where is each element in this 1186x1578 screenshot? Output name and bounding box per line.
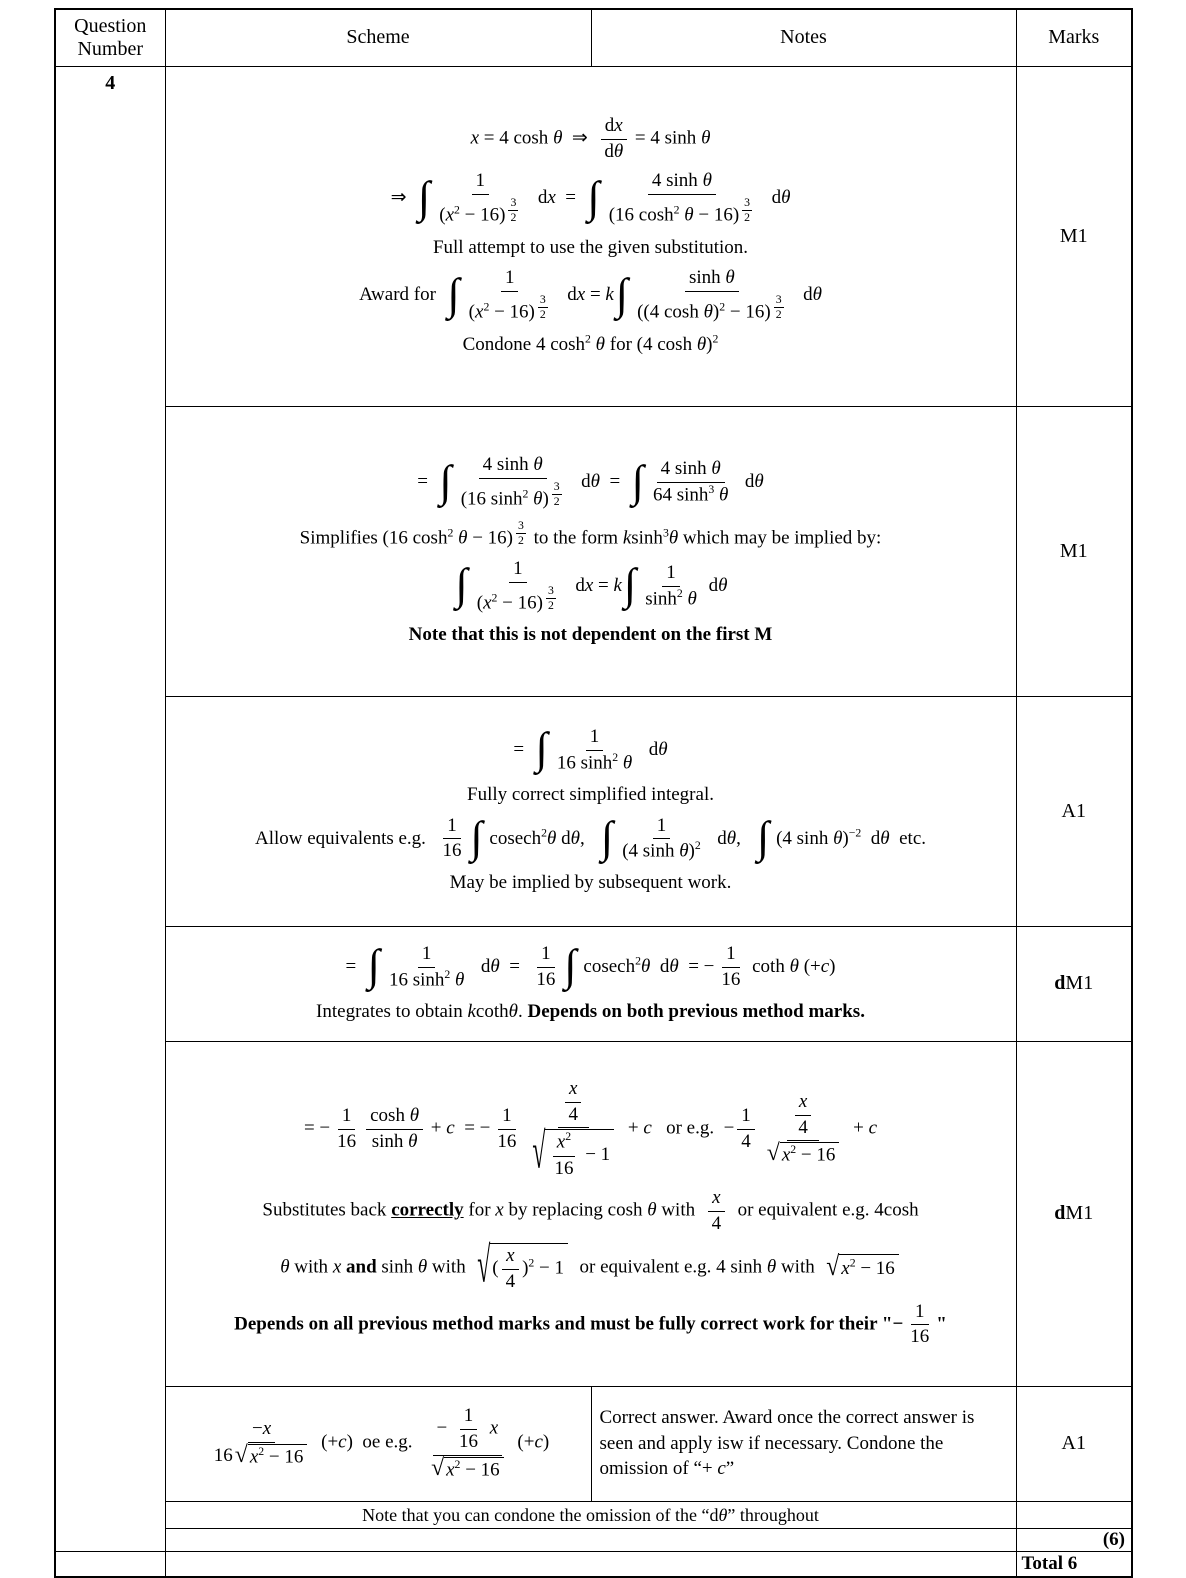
fraction: $\frac{1}{16}$ bbox=[497, 1104, 517, 1152]
fraction: $\frac{1}{\sinh^2 \theta}$ bbox=[645, 562, 697, 610]
math-line: −x 16 √ $x^2 - 16$ (+c) oe e.g. − $\frac{1}{16}$ x √ $x^2 - 16$ (+c) bbox=[176, 1405, 581, 1482]
fraction: 1 $(x^2 - 16)$ $^{\frac{3}{2}}$ bbox=[476, 557, 554, 614]
math-line: = − $\frac{1}{16}$ $\frac{\text{cosh θ}}{\text{sinh θ}}$ + c = − $\frac{1}{16}$ $\frac{x}{4}$ √ $\frac{x^2}{16}$ − 1 + c or e.g. − $\frac{1}{4}$ $\frac{x}{4}$ √ $x^2 - 16$ + c bbox=[303, 1077, 878, 1181]
block-row-substitution bbox=[55, 66, 1132, 406]
total-row bbox=[55, 1551, 1132, 1577]
fraction: 1 $(x^2 - 16)$ $^{\frac{3}{2}}$ bbox=[468, 267, 546, 323]
square-root: √ $x^2 - 16$ bbox=[431, 1457, 504, 1482]
fraction: 3 2 bbox=[775, 293, 782, 322]
scheme-block-simplify bbox=[165, 406, 1016, 696]
fraction: $\frac{x}{4}$ bbox=[565, 1078, 583, 1127]
header-question-number: Question Number bbox=[55, 9, 165, 66]
scheme-block-substitution bbox=[165, 66, 1016, 406]
math-line: Depends on all previous method marks and must be fully correct work for their "− $\frac{1}{16}$ " bbox=[234, 1300, 947, 1348]
subtotal-spacer-cell bbox=[165, 1528, 1016, 1551]
math-line: Condone 4 $\cosh^2 \theta$ for (4 cosh θ)$^2$ bbox=[462, 332, 719, 355]
fraction: $\frac{1}{4}$ bbox=[737, 1105, 755, 1154]
fraction: sinh θ ((4 cosh θ)$^2$ − 16) $^{\frac{3}{2}}$ bbox=[637, 267, 782, 323]
fraction: 1 $(x^2 - 16)$ $^{\frac{3}{2}}$ bbox=[439, 170, 517, 226]
integral-sign: ∫ bbox=[631, 455, 644, 506]
square-root: √ $x^2 - 16$ bbox=[826, 1254, 899, 1282]
fraction: $\frac{\text{cosh θ}}{\text{sinh θ}}$ bbox=[366, 1105, 423, 1154]
fraction: 3 2 bbox=[510, 196, 517, 225]
header-scheme: Scheme bbox=[165, 9, 591, 66]
fraction: $\frac{1}{16}$ bbox=[442, 814, 462, 862]
marks-cell-integrate: dM1 bbox=[1016, 926, 1132, 1041]
fraction bbox=[526, 1078, 620, 1181]
square-root: √ $x^2 - 16$ bbox=[235, 1444, 308, 1469]
math-line: = ∫ $\frac{1}{16 \sinh^2 \theta}$ dθ = $\frac{1}{16}$ ∫ cosech$^2$θ dθ = − $\frac{1}{16}$ coth θ (+c) bbox=[345, 940, 836, 991]
math-line: Fully correct simplified integral. bbox=[467, 783, 714, 805]
math-line: Substitutes back correctly for x by replacing cosh θ with $\frac{x}{4}$ or equivalent e.g. 4cosh bbox=[262, 1187, 919, 1235]
answer-notes-cell bbox=[591, 1386, 1016, 1501]
math-line: Allow equivalents e.g. $\frac{1}{16}$ ∫ cosech$^2$θ dθ, ∫ $\frac{1}{(4 \sinh \theta)^2}$ dθ, ∫ (4 sinh θ)$^{-2}$ dθ etc. bbox=[254, 811, 927, 862]
math-line: Correct answer. Award once the correct answer is seen and apply isw if necessary. Condone the omission of “+ c” bbox=[599, 1407, 980, 1480]
answer-row bbox=[55, 1386, 1132, 1501]
fraction: 4 sinh θ (16 $\sinh^2 \theta$) $^{\frac{3}{2}}$ bbox=[460, 454, 560, 510]
fraction: $\frac{1}{16}$ bbox=[459, 1405, 478, 1452]
total-spacer-cell bbox=[165, 1551, 1016, 1577]
fraction: $\frac{1}{(4 \sinh \theta)^2}$ bbox=[622, 814, 701, 862]
fraction: $\frac{1}{16 \sinh^2 \theta}$ bbox=[388, 942, 465, 990]
math-line: Simplifies (16 $\cosh^2 \theta - 16$) $^{\frac{3}{2}}$ to the form ksinh$^3$θ which may be implied by: bbox=[299, 518, 882, 549]
square-root: √ ( $\frac{x}{4}$ )$^2$ − 1 bbox=[477, 1243, 568, 1294]
integral-sign: ∫ bbox=[564, 940, 577, 991]
answer-marks-cell: A1 bbox=[1016, 1386, 1132, 1501]
integral-sign: ∫ bbox=[439, 455, 452, 506]
question-number-cell bbox=[55, 66, 165, 1551]
math-line: = ∫ 4 sinh θ (16 $\sinh^2 \theta$) $^{\frac{3}{2}}$ dθ = ∫ $\frac{\text{4 sinh θ}}{64 \sinh^3 \theta}$ dθ bbox=[417, 454, 764, 510]
integral-sign: ∫ bbox=[447, 268, 460, 319]
math-line: Full attempt to use the given substitution. bbox=[432, 236, 749, 258]
integral-sign: ∫ bbox=[623, 559, 637, 610]
integral-sign: ∫ bbox=[470, 811, 483, 862]
mark-scheme-table bbox=[54, 8, 1133, 1578]
scheme-block-integrate bbox=[165, 926, 1016, 1041]
header-notes: Notes bbox=[591, 9, 1016, 66]
question-column-bottom-cell bbox=[55, 1551, 165, 1577]
fraction: $\frac{1}{16}$ bbox=[721, 942, 741, 990]
header-row bbox=[55, 9, 1132, 66]
integral-sign: ∫ bbox=[615, 268, 629, 319]
integral-sign: ∫ bbox=[600, 811, 614, 862]
math-line: Integrates to obtain kcothθ. Depends on both previous method marks. bbox=[316, 1000, 865, 1022]
condone-note-row bbox=[55, 1501, 1132, 1528]
block-row-simplified-integral bbox=[55, 696, 1132, 926]
integral-sign: ∫ bbox=[367, 940, 380, 991]
fraction: 4 sinh θ (16 $\cosh^2 \theta - 16$) $^{\frac{3}{2}}$ bbox=[608, 170, 751, 226]
fraction: $\frac{x}{4}$ bbox=[708, 1187, 726, 1236]
math-line: May be implied by subsequent work. bbox=[449, 872, 732, 894]
marks-cell-simplified-integral: A1 bbox=[1016, 696, 1132, 926]
fraction: $\frac{1}{16}$ bbox=[536, 942, 556, 990]
integral-sign: ∫ bbox=[418, 171, 431, 222]
fraction: 3 2 bbox=[553, 480, 560, 509]
marks-cell-substitute-back: dM1 bbox=[1016, 1041, 1132, 1386]
fraction: $\frac{1}{16 \sinh^2 \theta}$ bbox=[556, 725, 633, 774]
block-row-simplify bbox=[55, 406, 1132, 696]
fraction: $\frac{x^2}{16}$ bbox=[554, 1130, 574, 1179]
math-line: Note that you can condone the omission of the “dθ” throughout bbox=[362, 1504, 819, 1525]
fraction bbox=[761, 1091, 846, 1168]
block-row-substitute-back bbox=[55, 1041, 1132, 1386]
marks-cell-simplify: M1 bbox=[1016, 406, 1132, 696]
integral-sign: ∫ bbox=[455, 559, 468, 610]
fraction: $\frac{\text{4 sinh θ}}{64 \sinh^3 \theta}$ bbox=[652, 458, 729, 506]
square-root: √ $x^2 - 16$ bbox=[767, 1142, 840, 1167]
math-line: Award for ∫ 1 $(x^2 - 16)$ $^{\frac{3}{2}}$ dx = k∫ sinh θ ((4 cosh θ)$^2$ − 16) $^{\frac{3}{2}}$ dθ bbox=[359, 267, 822, 323]
fraction: − $\frac{1}{16}$ x √ $x^2 - 16$ bbox=[425, 1405, 510, 1482]
math-line: Note that this is not dependent on the first M bbox=[408, 624, 773, 646]
question-number: 4 bbox=[105, 71, 116, 94]
math-line: θ with x and sinh θ with √ ( $\frac{x}{4}$ )$^2$ − 1 or equivalent e.g. 4 sinh θ with √ $x^2 - 16$ bbox=[176, 1243, 1006, 1294]
math-line: = ∫ $\frac{1}{16 \sinh^2 \theta}$ dθ bbox=[513, 723, 668, 774]
header-marks: Marks bbox=[1016, 9, 1132, 66]
condone-note-marks-cell bbox=[1016, 1501, 1132, 1528]
math-line: ⇒ ∫ 1 $(x^2 - 16)$ $^{\frac{3}{2}}$ dx = ∫ 4 sinh θ (16 $\cosh^2 \theta - 16$) $^{\frac{3}{2}}$ dθ bbox=[390, 170, 791, 226]
fraction: $\frac{dx}{d\theta}$ bbox=[600, 115, 627, 164]
answer-scheme-cell bbox=[165, 1386, 591, 1501]
integral-sign: ∫ bbox=[535, 723, 548, 774]
total-marks-cell: Total 6 bbox=[1016, 1551, 1132, 1577]
fraction: 3 2 bbox=[744, 196, 751, 225]
fraction: $\frac{1}{16}$ bbox=[910, 1300, 930, 1348]
fraction: 3 2 bbox=[539, 293, 546, 322]
fraction: $\frac{1}{16}$ bbox=[337, 1104, 357, 1152]
integral-sign: ∫ bbox=[757, 811, 770, 862]
math-line: ∫ 1 $(x^2 - 16)$ $^{\frac{3}{2}}$ dx = k∫ $\frac{1}{\sinh^2 \theta}$ dθ bbox=[455, 557, 728, 614]
fraction: 3 2 bbox=[547, 583, 554, 612]
scheme-block-simplified-integral bbox=[165, 696, 1016, 926]
block-row-integrate bbox=[55, 926, 1132, 1041]
square-root: √ $\frac{x^2}{16}$ − 1 bbox=[532, 1129, 614, 1180]
fraction: −x 16 √ $x^2 - 16$ bbox=[210, 1418, 314, 1469]
subtotal-row bbox=[55, 1528, 1132, 1551]
fraction: $\frac{x}{4}$ bbox=[794, 1091, 812, 1140]
condone-note-cell bbox=[165, 1501, 1016, 1528]
fraction: 3 2 bbox=[517, 518, 524, 547]
math-line: x = 4 cosh θ ⇒ $\frac{dx}{d\theta}$ = 4 sinh θ bbox=[470, 114, 711, 162]
integral-sign: ∫ bbox=[587, 171, 600, 222]
marks-cell-substitution: M1 bbox=[1016, 66, 1132, 406]
subtotal-marks-cell: (6) bbox=[1016, 1528, 1132, 1551]
fraction: $\frac{x}{4}$ bbox=[502, 1245, 520, 1294]
scheme-block-substitute-back bbox=[165, 1041, 1016, 1386]
